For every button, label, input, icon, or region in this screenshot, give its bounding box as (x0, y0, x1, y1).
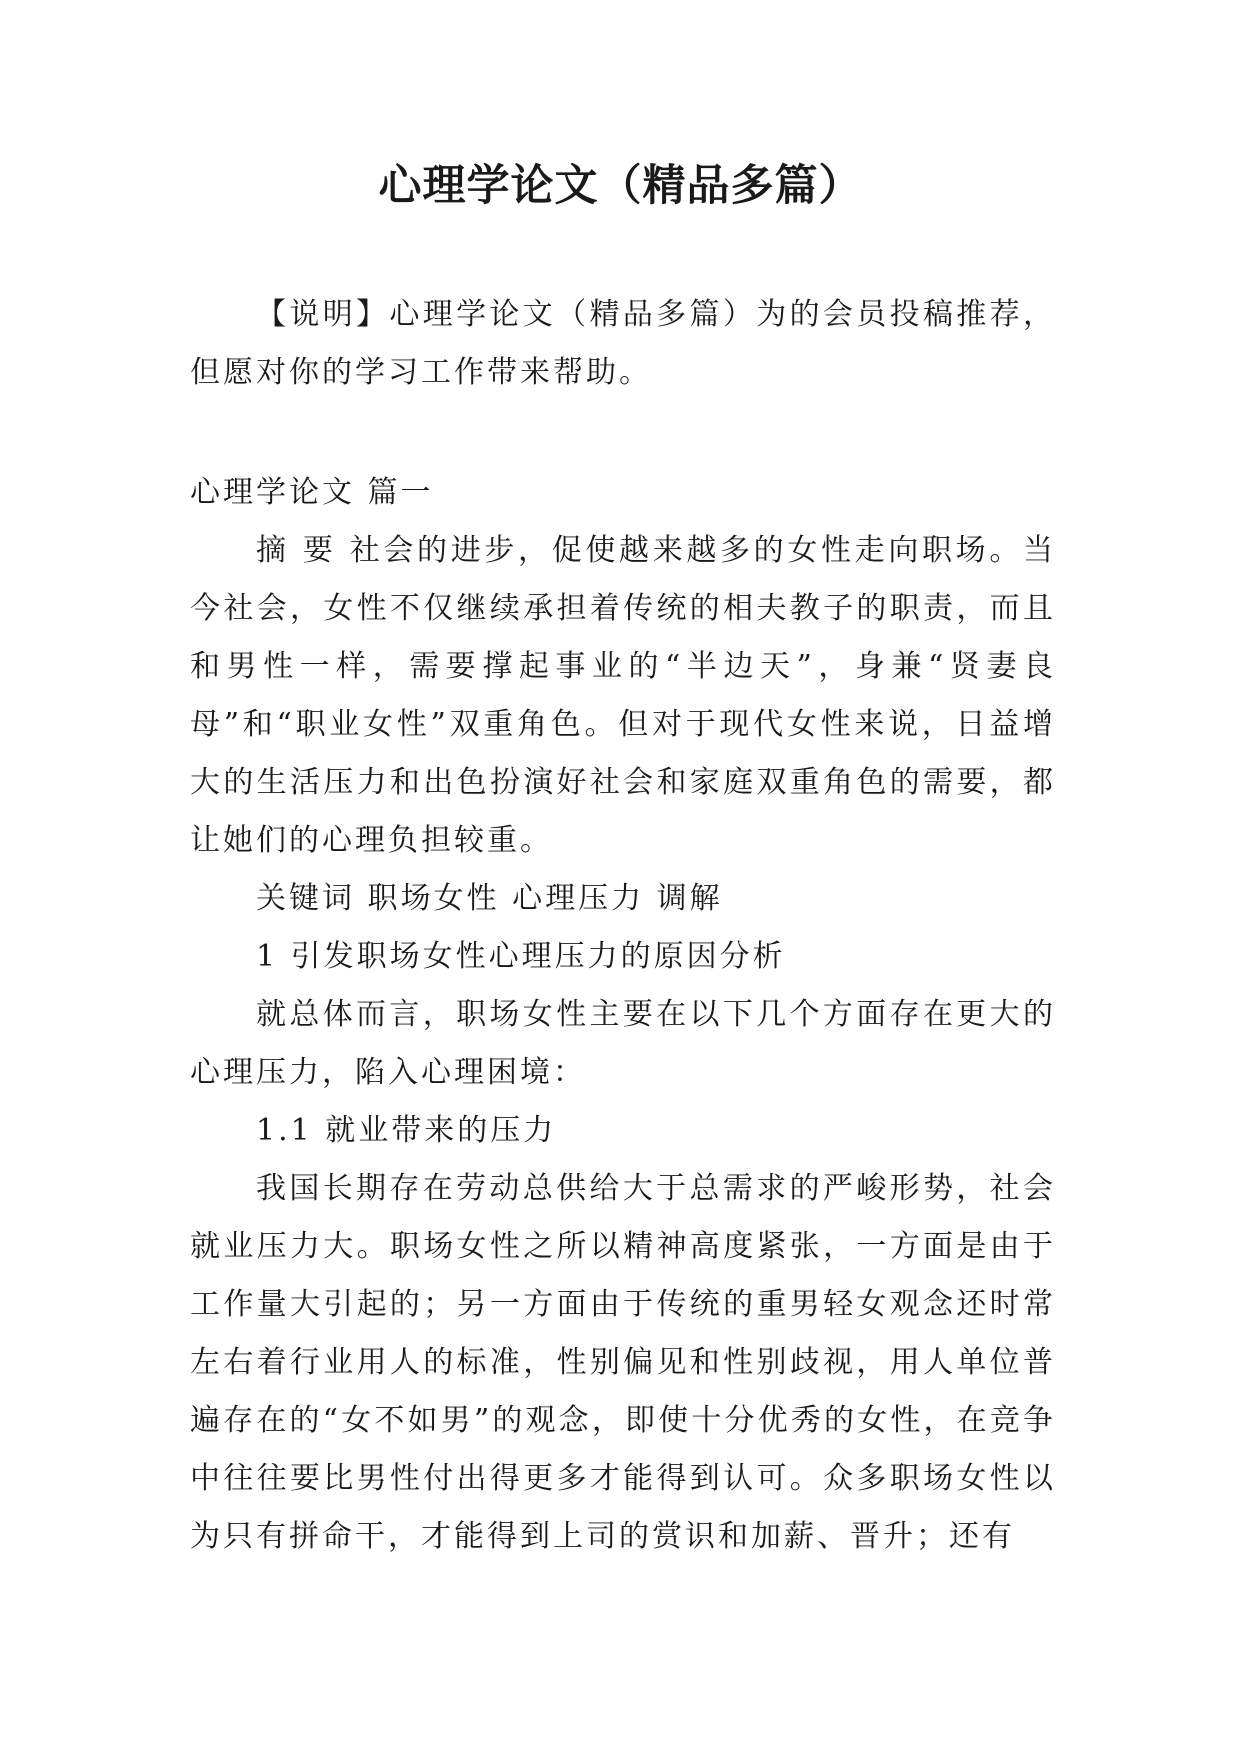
document-title: 心理学论文（精品多篇） (378, 161, 863, 211)
keywords-line: 关键词 职场女性 心理压力 调解 (256, 881, 723, 916)
heading-1-1: 1.1 就业带来的压力 (256, 1113, 557, 1148)
body-paragraph-1: 就总体而言，职场女性主要在以下几个方面存在更大的心理压力，陷入心理困境： (190, 997, 1056, 1090)
section-heading: 心理学论文 篇一 (190, 475, 434, 510)
note-paragraph: 【说明】心理学论文（精品多篇）为的会员投稿推荐，但愿对你的学习工作带来帮助。 (190, 297, 1056, 390)
heading-1: 1 引发职场女性心理压力的原因分析 (256, 939, 786, 974)
abstract-paragraph: 摘 要 社会的进步，促使越来越多的女性走向职场。当今社会，女性不仅继续承担着传统的相夫教子的职责，而且和男性一样，需要撑起事业的“半边天”，身兼“贤妻良母”和“职业女性”双重角色。但对于现代女性来说，日益增大的生活压力和出色扮演好社会和家庭双重角色的需要，都让她们的心理负担较重。 (190, 533, 1056, 858)
document-body (190, 286, 1056, 1566)
body-paragraph-2: 我国长期存在劳动总供给大于总需求的严峻形势，社会就业压力大。职场女性之所以精神高度紧张，一方面是由于工作量大引起的；另一方面由于传统的重男轻女观念还时常左右着行业用人的标准，性别偏见和性别歧视，用人单位普遍存在的“女不如男”的观念，即使十分优秀的女性，在竞争中往往要比男性付出得更多才能得到认可。众多职场女性以为只有拼命干，才能得到上司的赏识和加薪、晋升；还有 (190, 1171, 1056, 1554)
